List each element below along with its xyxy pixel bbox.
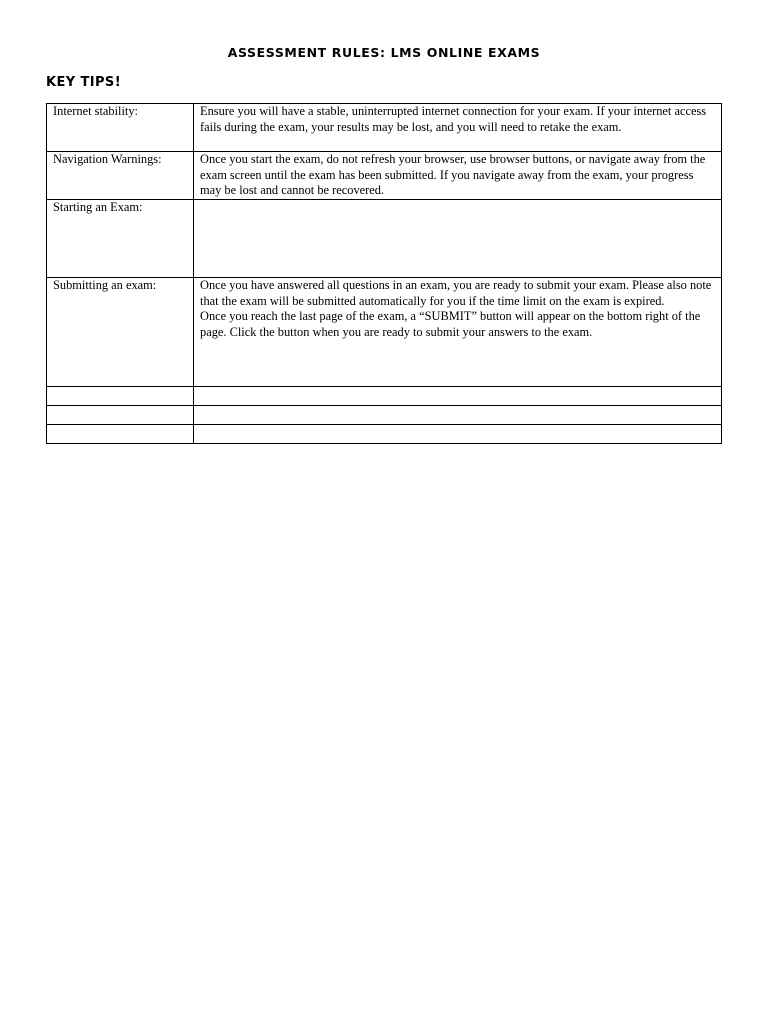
row-text xyxy=(194,200,722,278)
row-text-cell xyxy=(194,278,722,387)
row-label: Navigation Warnings: xyxy=(47,152,194,200)
row-label xyxy=(47,425,194,444)
table-row-empty xyxy=(47,387,722,406)
row-label xyxy=(47,406,194,425)
row-label: Internet stability: xyxy=(47,104,194,152)
row-text-paragraph-1: Once you have answered all questions in an exam, you are ready to submit your exam. Please also note that the exam will be submitted automatically for you if the time limit on the exam is expired. xyxy=(200,278,712,308)
key-tips-heading: KEY TIPS! xyxy=(46,75,122,90)
row-label: Submitting an exam: xyxy=(47,278,194,387)
row-text-paragraph-2: Once you reach the last page of the exam, a “SUBMIT” button will appear on the bottom right of the page. Click the button when you are ready to submit your answers to the exam. xyxy=(200,309,701,339)
row-text: Ensure you will have a stable, uninterrupted internet connection for your exam. If your internet access fails during the exam, your results may be lost, and you will need to retake the exam. xyxy=(194,104,722,152)
table-row-navigation-warnings xyxy=(47,152,722,200)
row-text xyxy=(194,425,722,444)
row-text xyxy=(194,406,722,425)
table-row-empty xyxy=(47,425,722,444)
table-row-submitting-exam xyxy=(47,278,722,387)
table-row-internet-stability xyxy=(47,104,722,152)
table-row-empty xyxy=(47,406,722,425)
row-label: Starting an Exam: xyxy=(47,200,194,278)
row-text xyxy=(194,387,722,406)
row-label xyxy=(47,387,194,406)
key-tips-table xyxy=(46,103,722,444)
table-row-starting-exam xyxy=(47,200,722,278)
row-text: Once you start the exam, do not refresh your browser, use browser buttons, or navigate away from the exam screen until the exam has been submitted. If you navigate away from the exam, your progress may be lost and cannot be recovered. xyxy=(194,152,722,200)
document-title: ASSESSMENT RULES: LMS ONLINE EXAMS xyxy=(227,45,541,60)
